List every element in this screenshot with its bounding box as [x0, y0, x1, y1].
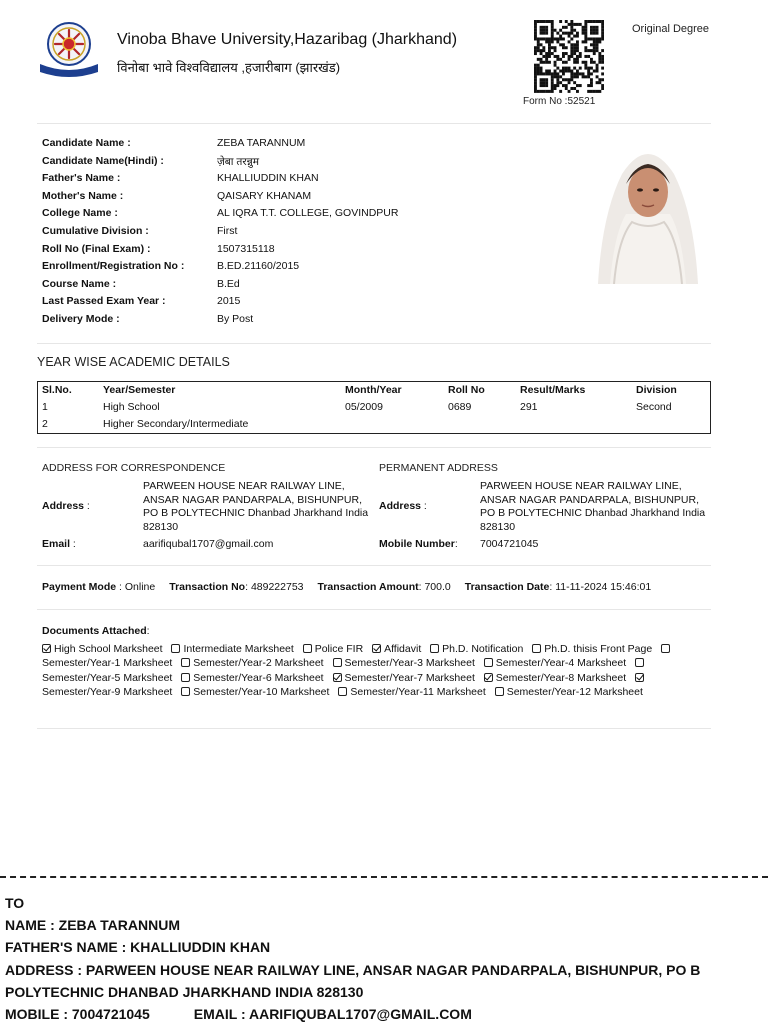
detail-value: ज़ेबा तरन्नुम [217, 155, 259, 168]
document-item-label: Semester/Year-10 Marksheet [193, 686, 330, 699]
document-item[interactable] [372, 643, 421, 655]
detail-label: Candidate Name(Hindi) : [42, 154, 164, 167]
detail-value: First [217, 225, 238, 237]
document-item-label: Ph.D. thisis Front Page [544, 643, 653, 655]
mailing-mobile: MOBILE : 7004721045 [5, 1006, 150, 1023]
candidate-photo [592, 134, 704, 284]
document-item[interactable] [430, 643, 523, 655]
detail-value: B.ED.21160/2015 [217, 260, 300, 273]
permanent-address: PARWEEN HOUSE NEAR RAILWAY LINE, ANSAR NAGAR PANDARPALA, BISHUNPUR, PO B POLYTECHNIC Dhanbad Jharkhand India 828130 [480, 480, 706, 533]
correspondence-address: PARWEEN HOUSE NEAR RAILWAY LINE, ANSAR NAGAR PANDARPALA, BISHUNPUR, PO B POLYTECHNIC Dhanbad Jharkhand India 828130 [143, 480, 369, 533]
document-item-label: Semester/Year-12 Marksheet [506, 686, 643, 699]
unchecked-checkbox-icon[interactable] [171, 644, 180, 653]
academic-header-cell: Sl.No. [42, 384, 72, 396]
academic-header-cell: Division [636, 384, 677, 396]
document-item-label: Semester/Year-6 Marksheet [193, 671, 324, 684]
detail-value: 2015 [217, 295, 241, 308]
cut-line [0, 876, 768, 878]
divider [37, 728, 711, 729]
academic-cell: High School [103, 401, 160, 413]
correspondence-email-label: Email : [42, 538, 76, 550]
academic-header-cell: Roll No [448, 384, 485, 396]
detail-label: College Name : [42, 207, 118, 220]
detail-value: ZEBA TARANNUM [217, 137, 306, 149]
document-item-label: Affidavit [384, 643, 422, 655]
document-item-label: Police FIR [314, 643, 364, 655]
unchecked-checkbox-icon[interactable] [181, 687, 190, 696]
correspondence-email: aarifiqubal1707@gmail.com [143, 538, 274, 550]
checked-checkbox-icon[interactable] [372, 644, 381, 653]
detail-value: 1507315118 [217, 242, 275, 255]
detail-label: Last Passed Exam Year : [42, 295, 166, 308]
detail-label: Delivery Mode : [42, 313, 120, 325]
document-header [0, 0, 768, 120]
documents-title: Documents Attached: [42, 625, 150, 637]
academic-header-cell: Month/Year [345, 384, 402, 396]
permanent-heading: PERMANENT ADDRESS [379, 462, 498, 474]
mailing-father: FATHER'S NAME : KHALLIUDDIN KHAN [5, 939, 271, 956]
academic-cell: 291 [520, 401, 538, 413]
unchecked-checkbox-icon[interactable] [430, 644, 439, 653]
academic-cell: 1 [42, 401, 48, 413]
academic-cell: 0689 [448, 401, 472, 413]
unchecked-checkbox-icon[interactable] [303, 644, 312, 653]
document-item[interactable] [181, 672, 323, 684]
document-item-label: Semester/Year-1 Marksheet [42, 657, 173, 670]
unchecked-checkbox-icon[interactable] [661, 644, 670, 653]
detail-label: Course Name : [42, 277, 117, 290]
permanent-address-label: Address : [379, 500, 427, 512]
document-item[interactable] [495, 686, 643, 698]
document-item-label: Intermediate Marksheet [183, 643, 294, 655]
mailing-to: TO [5, 895, 25, 911]
document-item-label: Semester/Year-4 Marksheet [495, 657, 627, 670]
document-item[interactable] [484, 672, 626, 684]
academic-cell: 2 [42, 418, 48, 430]
detail-label: Father's Name : [42, 172, 121, 185]
document-item-label: Semester/Year-2 Marksheet [193, 657, 324, 670]
divider [37, 123, 711, 124]
detail-label: Roll No (Final Exam) : [42, 242, 151, 255]
document-item[interactable] [303, 643, 363, 655]
unchecked-checkbox-icon[interactable] [532, 644, 541, 653]
checked-checkbox-icon[interactable] [333, 673, 342, 682]
document-item[interactable] [181, 686, 329, 698]
mailing-block [5, 892, 765, 1024]
documents-list [42, 642, 704, 700]
mailing-contact [5, 1003, 765, 1024]
document-item-label: Semester/Year-3 Marksheet [344, 657, 475, 670]
unchecked-checkbox-icon[interactable] [181, 673, 190, 682]
academic-header-cell: Result/Marks [520, 384, 586, 396]
detail-label: Cumulative Division : [42, 225, 149, 237]
mobile-label: Mobile Number: [379, 538, 458, 550]
document-item[interactable] [532, 643, 652, 655]
checked-checkbox-icon[interactable] [42, 644, 51, 653]
academic-section-title: YEAR WISE ACADEMIC DETAILS [37, 355, 230, 369]
document-item[interactable] [333, 672, 475, 684]
correspondence-address-label: Address : [42, 500, 90, 512]
checked-checkbox-icon[interactable] [635, 673, 644, 682]
mailing-name: NAME : ZEBA TARANNUM [5, 917, 180, 934]
document-item[interactable] [484, 657, 626, 669]
detail-label: Mother's Name : [42, 189, 124, 202]
mailing-address: ADDRESS : PARWEEN HOUSE NEAR RAILWAY LINE, ANSAR NAGAR PANDARPALA, BISHUNPUR, PO B POLYTECHNIC DHANBAD JHARKHAND INDIA 828130 [5, 961, 701, 1000]
document-item[interactable] [333, 657, 475, 669]
academic-cell: Higher Secondary/Intermediate [103, 418, 249, 430]
detail-value: KHALLIUDDIN KHAN [217, 172, 319, 185]
document-item[interactable] [171, 643, 293, 655]
payment-info: Payment Mode : Online Transaction No: 489222753 Transaction Amount: 700.0 Transaction Date: 11-11-2024 15:46:01 [42, 581, 652, 593]
university-logo-icon [36, 18, 102, 80]
document-item-label: Semester/Year-8 Marksheet [495, 671, 627, 684]
document-item-label: Semester/Year-11 Marksheet [350, 686, 486, 699]
document-item[interactable] [181, 657, 323, 669]
academic-cell: Second [636, 401, 672, 413]
academic-header-cell: Year/Semester [103, 384, 176, 396]
divider [37, 565, 711, 566]
document-type: Original Degree [632, 23, 710, 35]
detail-value: B.Ed [217, 277, 240, 290]
document-item-label: Ph.D. Notification [442, 643, 524, 655]
university-name-hindi: विनोबा भावे विश्वविद्यालय ,हजारीबाग (झारखंड) [117, 60, 341, 75]
unchecked-checkbox-icon[interactable] [635, 658, 644, 667]
document-item[interactable] [338, 686, 485, 698]
unchecked-checkbox-icon[interactable] [338, 687, 347, 696]
detail-label: Enrollment/Registration No : [42, 260, 185, 273]
academic-table [37, 381, 711, 434]
form-number: Form No :52521 [523, 96, 596, 107]
unchecked-checkbox-icon[interactable] [495, 687, 504, 696]
detail-value: By Post [217, 313, 254, 325]
divider [37, 343, 711, 344]
document-item-label: Semester/Year-5 Marksheet [42, 671, 173, 684]
unchecked-checkbox-icon[interactable] [181, 658, 190, 667]
document-item-label: Semester/Year-7 Marksheet [344, 671, 475, 684]
detail-label: Candidate Name : [42, 137, 131, 149]
mobile-number: 7004721045 [480, 538, 539, 550]
checked-checkbox-icon[interactable] [484, 673, 493, 682]
document-item-label: High School Marksheet [54, 643, 163, 655]
mailing-email: EMAIL : AARIFIQUBAL1707@GMAIL.COM [193, 1006, 472, 1023]
unchecked-checkbox-icon[interactable] [333, 658, 342, 667]
divider [37, 447, 711, 448]
unchecked-checkbox-icon[interactable] [484, 658, 493, 667]
correspondence-heading: ADDRESS FOR CORRESPONDENCE [42, 462, 226, 474]
qr-code-icon [534, 20, 604, 94]
detail-value: AL IQRA T.T. COLLEGE, GOVINDPUR [217, 207, 399, 220]
document-item-label: Semester/Year-9 Marksheet [42, 686, 173, 699]
university-name: Vinoba Bhave University,Hazaribag (Jharkhand) [117, 31, 458, 48]
divider [37, 609, 711, 610]
detail-value: QAISARY KHANAM [217, 189, 312, 202]
document-item[interactable] [42, 643, 163, 655]
academic-cell: 05/2009 [345, 401, 383, 413]
